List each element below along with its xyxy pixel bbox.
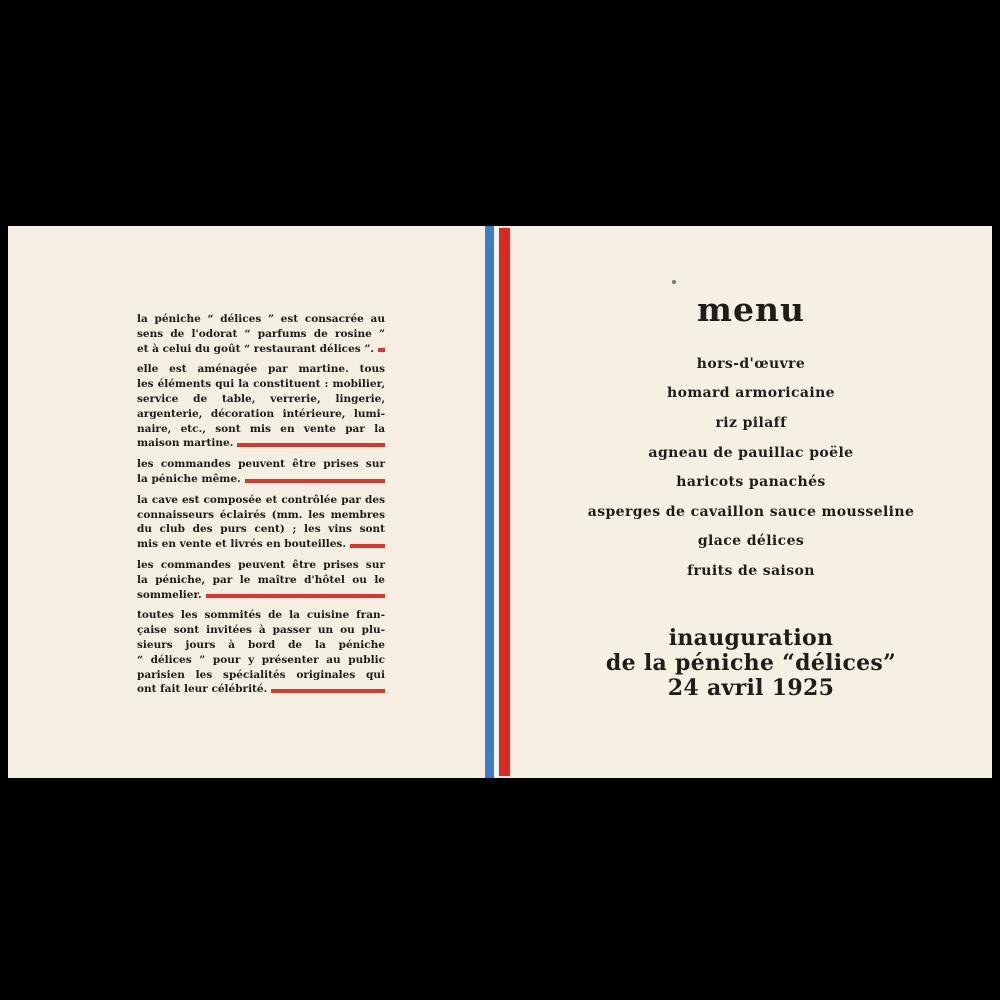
dish-item: haricots panachés [676, 474, 826, 490]
text-line-content: maison martine. [137, 437, 234, 450]
left-page-text [137, 312, 385, 703]
text-line [137, 436, 385, 451]
text-line: les éléments qui la constituent : mobilier, [137, 378, 385, 391]
text-line: la péniche, par le maître d'hôtel ou le [137, 573, 385, 586]
paragraph [137, 362, 385, 451]
inauguration-date: 24 avril 1925 [667, 675, 835, 701]
dish-item: fruits de saison [687, 563, 815, 579]
text-line: service de table, verrerie, lingerie, [137, 392, 385, 405]
paragraph [137, 608, 385, 697]
text-line: les commandes peuvent être prises sur [137, 458, 385, 471]
text-line: argenterie, décoration intérieure, lumi- [137, 407, 385, 420]
menu-title: menu [697, 290, 805, 329]
paragraph [137, 312, 385, 356]
inauguration-heading: inauguration [668, 625, 834, 651]
paragraph [137, 457, 385, 487]
text-line: “ délices ” pour y présenter au public [137, 653, 385, 666]
red-rule [237, 443, 385, 447]
text-line [137, 472, 385, 487]
red-rule [206, 594, 385, 598]
text-line: sieurs jours à bord de la péniche [137, 638, 385, 651]
text-line [137, 682, 385, 697]
dish-item: glace délices [697, 533, 805, 549]
red-rule [350, 544, 385, 548]
text-line: connaisseurs éclairés (mm. les membres [137, 508, 385, 521]
text-line: la péniche “ délices ” est consacrée au [137, 313, 385, 325]
text-line [137, 537, 385, 552]
dish-item: agneau de pauillac poële [648, 445, 854, 461]
text-line [137, 342, 385, 357]
text-line: la cave est composée et contrôlée par des [137, 493, 385, 506]
text-line-content: mis en vente et livrés en bouteilles. [137, 538, 346, 551]
text-line: les commandes peuvent être prises sur [137, 558, 385, 571]
ink-speck [672, 280, 676, 284]
text-line: toutes les sommités de la cuisine fran- [137, 609, 385, 622]
dish-item: homard armoricaine [667, 385, 835, 401]
text-line: sens de l'odorat “ parfums de rosine ” [137, 327, 385, 340]
paragraph [137, 493, 385, 552]
red-rule [271, 689, 385, 693]
text-line [137, 588, 385, 603]
red-rule [378, 348, 385, 352]
text-line-content: ont fait leur célébrité. [137, 683, 268, 696]
inauguration-subtitle: de la péniche “délices” [605, 650, 897, 676]
text-line-content: et à celui du goût “ restaurant délices ”. [137, 342, 375, 355]
dish-item: hors-d'œuvre [696, 356, 806, 372]
ribbon-blue-stripe [485, 226, 494, 778]
text-line: parisien les spécialités originales qui [137, 668, 385, 681]
text-line: elle est aménagée par martine. tous [137, 363, 385, 376]
ribbon-red-stripe [499, 228, 510, 776]
red-rule [245, 479, 385, 483]
text-line: du club des purs cent) ; les vins sont [137, 523, 385, 536]
text-line-content: la péniche même. [137, 472, 241, 485]
dish-item: asperges de cavaillon sauce mousseline [587, 504, 915, 520]
text-line: çaise sont invitées à passer un ou plu- [137, 624, 385, 637]
paragraph [137, 558, 385, 602]
text-line-content: sommelier. [137, 588, 202, 601]
dish-item: riz pilaff [715, 415, 787, 431]
text-line: naire, etc., sont mis en vente par la [137, 422, 385, 435]
